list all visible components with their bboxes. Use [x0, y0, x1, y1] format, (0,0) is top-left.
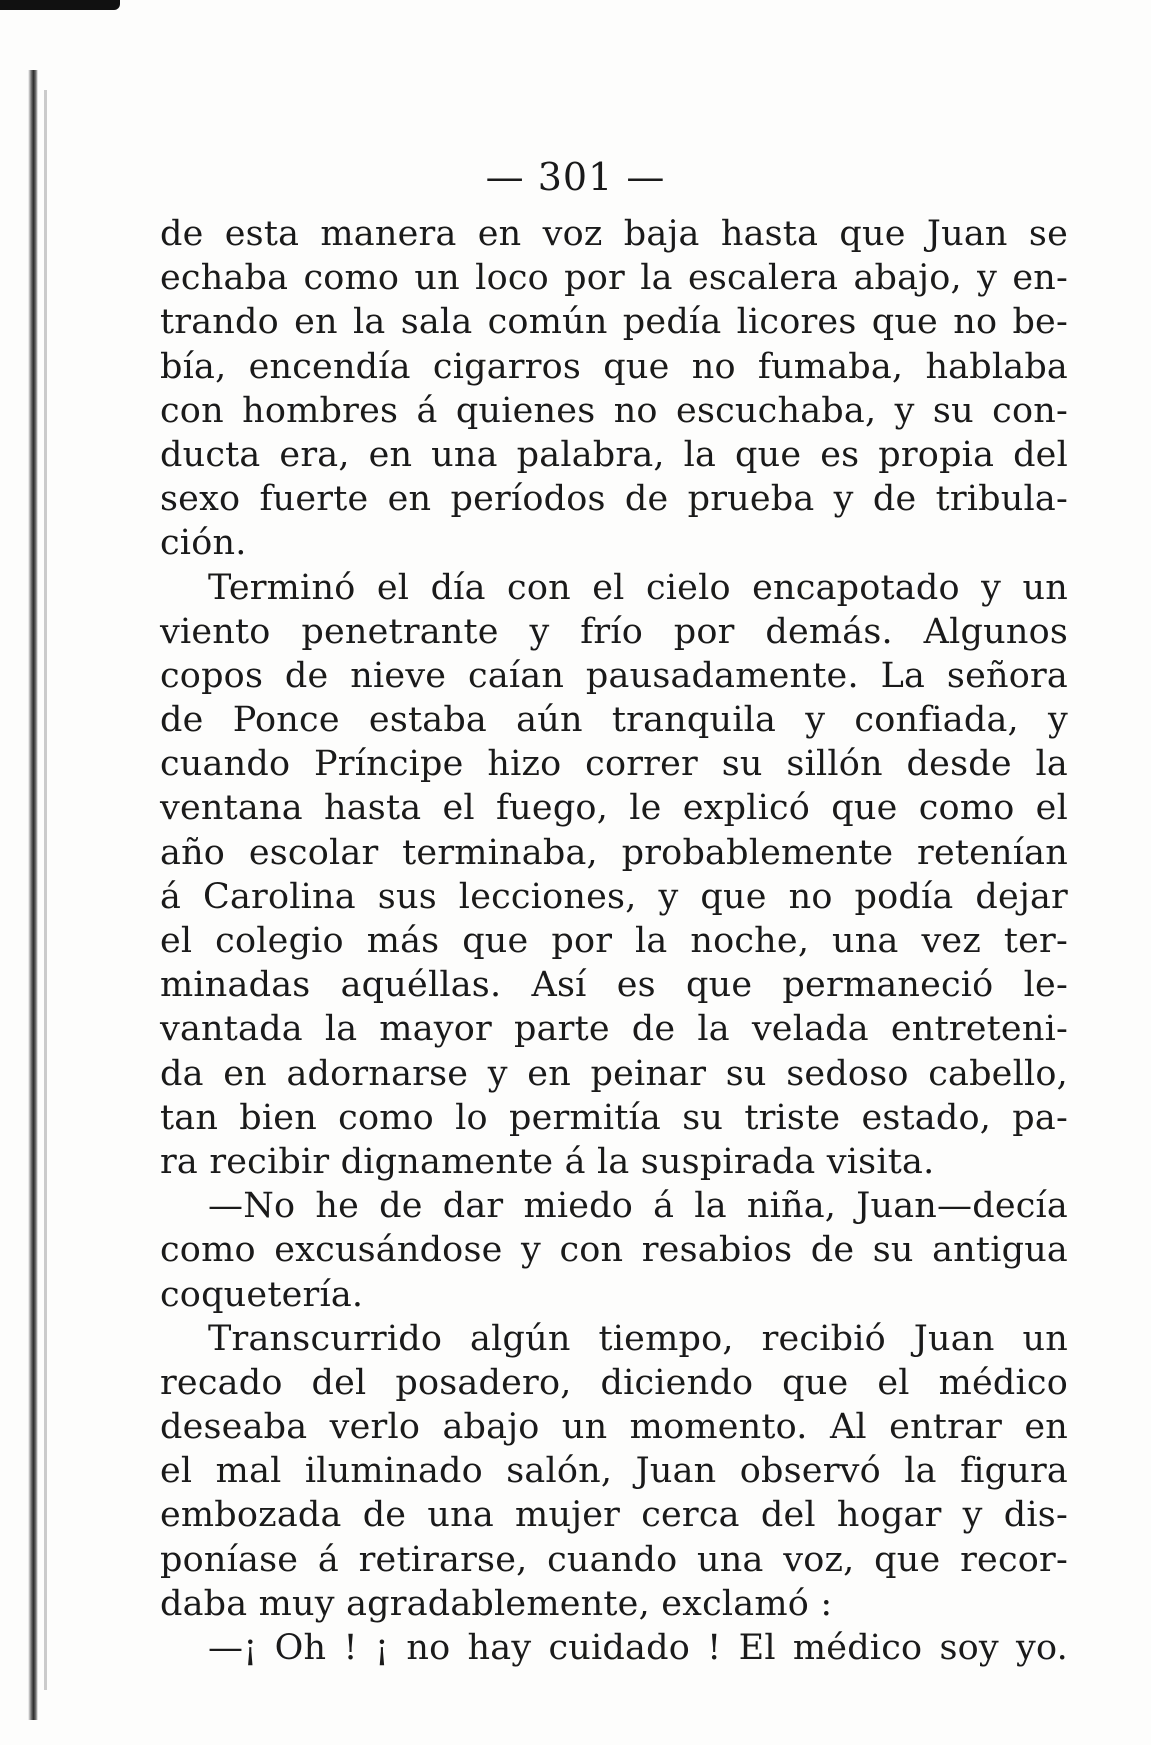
text-line: como excusándose y con resabios de su antigua [160, 1230, 1068, 1271]
text-line: echaba como un loco por la escalera abajo, y en- [160, 258, 1068, 299]
scan-top-rule [0, 0, 120, 10]
text-line: —¡ Oh ! ¡ no hay cuidado ! El médico soy yo. [208, 1628, 1068, 1668]
binding-shadow-inner [44, 90, 47, 1690]
text-line: —No he de dar miedo á la niña, Juan—decía [208, 1186, 1068, 1227]
text-line: de esta manera en voz baja hasta que Juan se [160, 214, 1068, 254]
text-line: vantada la mayor parte de la velada entreteni- [160, 1009, 1068, 1050]
text-line: ción. [160, 523, 247, 564]
text-line: de Ponce estaba aún tranquila y confiada, y [160, 700, 1068, 741]
text-line: el mal iluminado salón, Juan observó la figura [160, 1451, 1068, 1492]
text-line: embozada de una mujer cerca del hogar y dis- [160, 1495, 1068, 1536]
text-line: tan bien como lo permitía su triste estado, pa- [160, 1097, 1068, 1138]
text-line: Transcurrido algún tiempo, recibió Juan un [208, 1318, 1068, 1359]
text-line: minadas aquéllas. Así es que permaneció le- [160, 965, 1068, 1006]
page-number: — 301 — [485, 155, 666, 199]
text-line: á Carolina sus lecciones, y que no podía dejar [160, 876, 1068, 917]
text-line: sexo fuerte en períodos de prueba y de tribula- [160, 479, 1068, 520]
text-line: trando en la sala común pedía licores que no be- [160, 302, 1068, 343]
text-line: Terminó el día con el cielo encapotado y un [208, 567, 1068, 608]
text-line: ra recibir dignamente á la suspirada visita. [160, 1141, 935, 1182]
body-text [160, 212, 1068, 1670]
text-line: copos de nieve caían pausadamente. La señora [160, 655, 1068, 696]
text-line: cuando Príncipe hizo correr su sillón desde la [160, 744, 1068, 785]
text-line: con hombres á quienes no escuchaba, y su con- [160, 390, 1068, 431]
text-line: daba muy agradablemente, exclamó : [160, 1583, 833, 1624]
text-line: viento penetrante y frío por demás. Algunos [160, 611, 1068, 652]
text-line: ventana hasta el fuego, le explicó que como el [160, 788, 1068, 829]
text-line: recado del posadero, diciendo que el médico [160, 1362, 1068, 1403]
binding-shadow [28, 70, 38, 1720]
text-line: poníase á retirarse, cuando una voz, que recor- [160, 1539, 1068, 1580]
text-line: ducta era, en una palabra, la que es propia del [160, 434, 1068, 475]
text-line: da en adornarse y en peinar su sedoso cabello, [160, 1053, 1068, 1094]
text-line: coquetería. [160, 1274, 364, 1315]
text-line: año escolar terminaba, probablemente retenían [160, 832, 1068, 873]
text-line: deseaba verlo abajo un momento. Al entrar en [160, 1407, 1068, 1448]
text-line: el colegio más que por la noche, una vez ter- [160, 921, 1068, 961]
text-line: bía, encendía cigarros que no fumaba, hablaba [160, 346, 1068, 387]
